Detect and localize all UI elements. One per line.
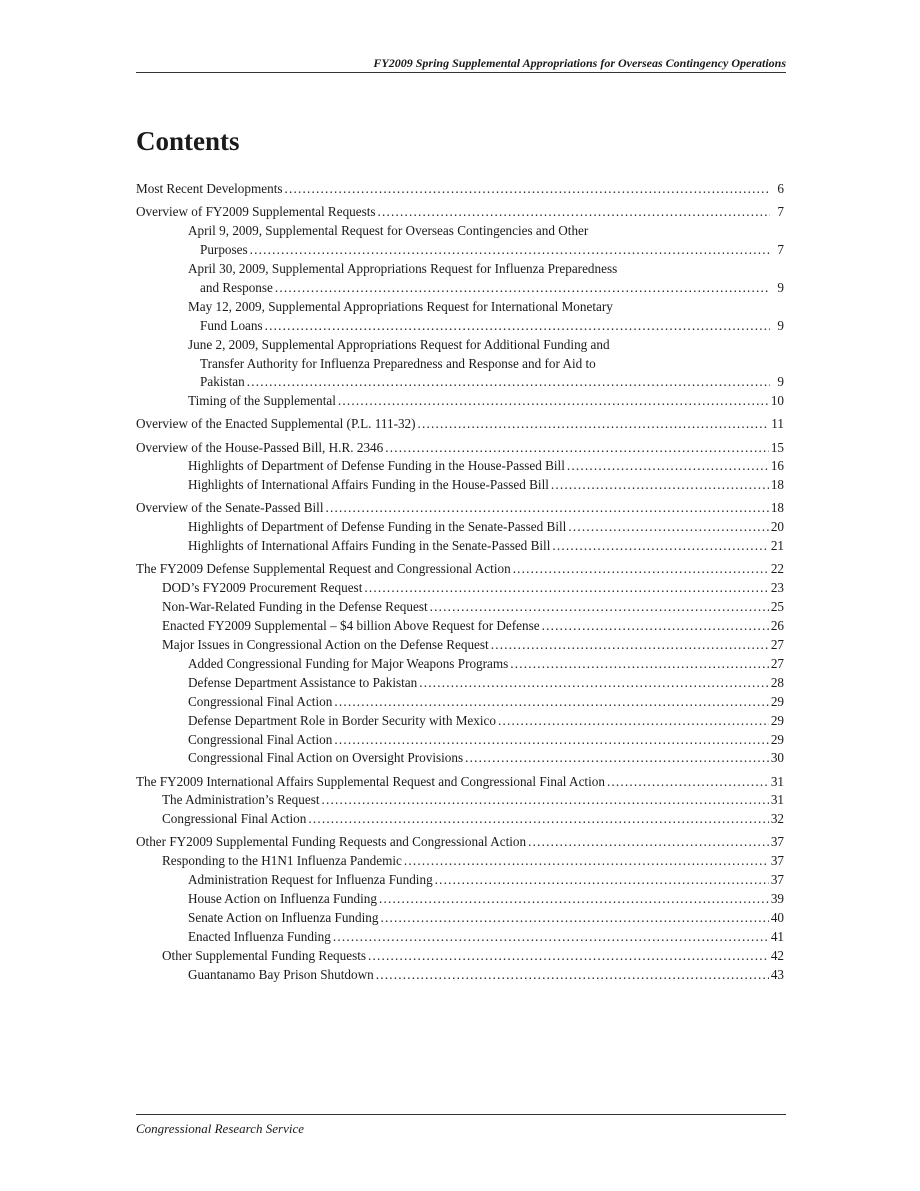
toc-entry-title-line: June 2, 2009, Supplemental Appropriations Request for Additional Funding and — [188, 336, 610, 352]
toc-entry[interactable] — [136, 852, 784, 871]
toc-entry[interactable] — [136, 579, 784, 598]
toc-entry[interactable] — [136, 180, 784, 199]
toc-entry[interactable] — [136, 336, 784, 393]
dot-leader — [552, 537, 768, 556]
toc-page-number: 43 — [770, 966, 784, 982]
toc-page-number: 10 — [770, 393, 784, 409]
dot-leader — [498, 712, 769, 731]
toc-page-number: 9 — [777, 374, 784, 390]
toc-entry-title: The FY2009 Defense Supplemental Request and Congressional Action — [136, 561, 511, 577]
toc-entry[interactable] — [136, 392, 784, 411]
dot-leader — [364, 579, 768, 598]
toc-entry-title: DOD’s FY2009 Procurement Request — [162, 580, 363, 596]
toc-entry[interactable] — [136, 928, 784, 947]
toc-entry[interactable] — [136, 439, 784, 458]
dot-leader — [510, 655, 769, 674]
toc-page-number: 18 — [770, 500, 784, 516]
toc-entry[interactable] — [136, 773, 784, 792]
toc-entry[interactable] — [136, 909, 784, 928]
dot-leader — [513, 560, 769, 579]
dot-leader — [326, 499, 769, 518]
toc-page-number: 7 — [777, 204, 784, 220]
toc-page-number: 18 — [770, 477, 784, 493]
toc-entry-title: Overview of FY2009 Supplemental Requests — [136, 204, 376, 220]
table-of-contents — [136, 176, 784, 985]
footer-source: Congressional Research Service — [136, 1121, 304, 1136]
toc-page-number: 27 — [770, 655, 784, 671]
toc-entry-title: Overview of the House-Passed Bill, H.R. 2346 — [136, 439, 384, 455]
dot-leader — [334, 731, 768, 750]
toc-entry-title: Senate Action on Influenza Funding — [188, 910, 379, 926]
toc-entry[interactable] — [136, 674, 784, 693]
toc-entry-title: Most Recent Developments — [136, 181, 283, 197]
toc-entry[interactable] — [136, 636, 784, 655]
toc-page-number: 31 — [770, 792, 784, 808]
dot-leader — [275, 279, 770, 298]
toc-entry-title: Defense Department Assistance to Pakistan — [188, 674, 418, 690]
toc-entry[interactable] — [136, 415, 784, 434]
toc-entry-title: Responding to the H1N1 Influenza Pandemic — [162, 853, 402, 869]
header-rule — [136, 72, 786, 73]
toc-entry-title: Defense Department Role in Border Security with Mexico — [188, 712, 496, 728]
dot-leader — [435, 871, 769, 890]
toc-entry[interactable] — [136, 537, 784, 556]
dot-leader — [250, 241, 770, 260]
toc-entry-title: and Response — [200, 279, 273, 295]
toc-page-number: 37 — [770, 834, 784, 850]
toc-entry-title: Added Congressional Funding for Major Weapons Programs — [188, 655, 509, 671]
toc-entry[interactable] — [136, 966, 784, 985]
toc-page-number: 28 — [770, 674, 784, 690]
toc-page-number: 30 — [770, 750, 784, 766]
toc-entry[interactable] — [136, 457, 784, 476]
toc-entry-title: Highlights of Department of Defense Funding in the Senate-Passed Bill — [188, 519, 567, 535]
toc-entry[interactable] — [136, 871, 784, 890]
toc-page-number: 7 — [777, 242, 784, 258]
toc-entry-title-line: April 9, 2009, Supplemental Request for Overseas Contingencies and Other — [188, 223, 589, 239]
toc-entry-title: Timing of the Supplemental — [188, 393, 336, 409]
toc-entry-title: Congressional Final Action — [188, 731, 333, 747]
toc-entry[interactable] — [136, 499, 784, 518]
toc-entry-title: Other FY2009 Supplemental Funding Requests and Congressional Action — [136, 834, 527, 850]
toc-page-number: 15 — [770, 439, 784, 455]
toc-page-number: 23 — [770, 580, 784, 596]
toc-entry[interactable] — [136, 617, 784, 636]
toc-entry-title: Other Supplemental Funding Requests — [162, 947, 367, 963]
toc-page-number: 40 — [770, 910, 784, 926]
page-title: Contents — [136, 126, 240, 156]
toc-entry-title: Administration Request for Influenza Funding — [188, 872, 433, 888]
toc-entry-title: Overview of the Senate-Passed Bill — [136, 500, 324, 516]
toc-page-number: 9 — [777, 279, 784, 295]
toc-entry-title: Major Issues in Congressional Action on the Defense Request — [162, 636, 489, 652]
toc-entry-title: Highlights of International Affairs Funding in the Senate-Passed Bill — [188, 538, 551, 554]
toc-entry[interactable] — [136, 712, 784, 731]
dot-leader — [528, 833, 769, 852]
dot-leader — [542, 617, 769, 636]
dot-leader — [380, 909, 768, 928]
dot-leader — [607, 773, 769, 792]
dot-leader — [285, 180, 771, 199]
toc-entry-title-line: May 12, 2009, Supplemental Appropriations Request for International Monetary — [188, 298, 613, 314]
dot-leader — [247, 373, 770, 392]
toc-entry-title: Pakistan — [200, 374, 245, 390]
toc-entry[interactable] — [136, 693, 784, 712]
toc-entry[interactable] — [136, 833, 784, 852]
toc-page-number: 6 — [777, 181, 784, 197]
toc-page-number: 37 — [770, 853, 784, 869]
toc-page-number: 39 — [770, 891, 784, 907]
toc-page-number: 25 — [770, 599, 784, 615]
dot-leader — [376, 966, 769, 985]
dot-leader — [308, 810, 768, 829]
dot-leader — [334, 693, 768, 712]
toc-entry[interactable] — [136, 890, 784, 909]
toc-entry[interactable] — [136, 731, 784, 750]
running-header: FY2009 Spring Supplemental Appropriations for Overseas Contingency Operations — [373, 56, 786, 70]
dot-leader — [322, 791, 769, 810]
toc-page-number: 20 — [770, 519, 784, 535]
toc-entry-title: House Action on Influenza Funding — [188, 891, 377, 907]
dot-leader — [568, 518, 768, 537]
toc-entry-title: Non-War-Related Funding in the Defense Request — [162, 599, 428, 615]
toc-page-number: 29 — [770, 693, 784, 709]
dot-leader — [430, 598, 769, 617]
toc-entry[interactable] — [136, 791, 784, 810]
toc-entry-title: Fund Loans — [200, 317, 263, 333]
toc-entry[interactable] — [136, 518, 784, 537]
toc-entry[interactable] — [136, 560, 784, 579]
toc-entry[interactable] — [136, 655, 784, 674]
toc-page-number: 37 — [770, 872, 784, 888]
toc-page-number: 27 — [770, 636, 784, 652]
toc-page-number: 26 — [770, 618, 784, 634]
toc-entry[interactable] — [136, 260, 784, 298]
toc-page-number: 42 — [770, 947, 784, 963]
toc-entry[interactable] — [136, 749, 784, 768]
dot-leader — [567, 457, 769, 476]
dot-leader — [551, 476, 769, 495]
toc-entry-title-line: Transfer Authority for Influenza Preparedness and Response and for Aid to — [200, 355, 596, 371]
dot-leader — [418, 415, 770, 434]
toc-entry-title: Highlights of Department of Defense Funding in the House-Passed Bill — [188, 458, 565, 474]
toc-entry[interactable] — [136, 598, 784, 617]
dot-leader — [338, 392, 769, 411]
dot-leader — [491, 636, 769, 655]
dot-leader — [333, 928, 769, 947]
toc-entry[interactable] — [136, 476, 784, 495]
toc-entry-title: Enacted FY2009 Supplemental – $4 billion Above Request for Defense — [162, 618, 540, 634]
footer-rule — [136, 1114, 786, 1115]
toc-entry-title: The Administration’s Request — [162, 792, 320, 808]
dot-leader — [385, 439, 769, 458]
toc-page-number: 9 — [777, 317, 784, 333]
dot-leader — [379, 890, 769, 909]
dot-leader — [465, 749, 769, 768]
toc-entry[interactable] — [136, 222, 784, 260]
toc-page-number: 41 — [770, 928, 784, 944]
toc-page-number: 29 — [770, 731, 784, 747]
toc-page-number: 22 — [770, 561, 784, 577]
toc-page-number: 29 — [770, 712, 784, 728]
toc-page-number: 21 — [770, 538, 784, 554]
toc-entry-title: The FY2009 International Affairs Supplemental Request and Congressional Final Action — [136, 773, 605, 789]
dot-leader — [265, 317, 770, 336]
toc-entry[interactable] — [136, 298, 784, 336]
toc-entry-title: Congressional Final Action on Oversight Provisions — [188, 750, 464, 766]
toc-entry[interactable] — [136, 947, 784, 966]
dot-leader — [419, 674, 769, 693]
toc-entry[interactable] — [136, 810, 784, 829]
toc-entry-title: Congressional Final Action — [188, 693, 333, 709]
dot-leader — [368, 947, 769, 966]
toc-page-number: 32 — [770, 811, 784, 827]
toc-entry-title: Highlights of International Affairs Funding in the House-Passed Bill — [188, 477, 549, 493]
dot-leader — [404, 852, 769, 871]
toc-page-number: 11 — [771, 416, 784, 432]
toc-entry-title-line: April 30, 2009, Supplemental Appropriations Request for Influenza Preparedness — [188, 261, 618, 276]
toc-entry-title: Enacted Influenza Funding — [188, 928, 331, 944]
toc-entry[interactable] — [136, 203, 784, 222]
dot-leader — [378, 203, 770, 222]
toc-page-number: 31 — [770, 773, 784, 789]
toc-entry-title: Overview of the Enacted Supplemental (P.L. 111-32) — [136, 416, 416, 432]
toc-entry-title: Congressional Final Action — [162, 811, 307, 827]
toc-entry-title: Guantanamo Bay Prison Shutdown — [188, 966, 374, 982]
toc-entry-title: Purposes — [200, 242, 248, 258]
toc-page-number: 16 — [770, 458, 784, 474]
